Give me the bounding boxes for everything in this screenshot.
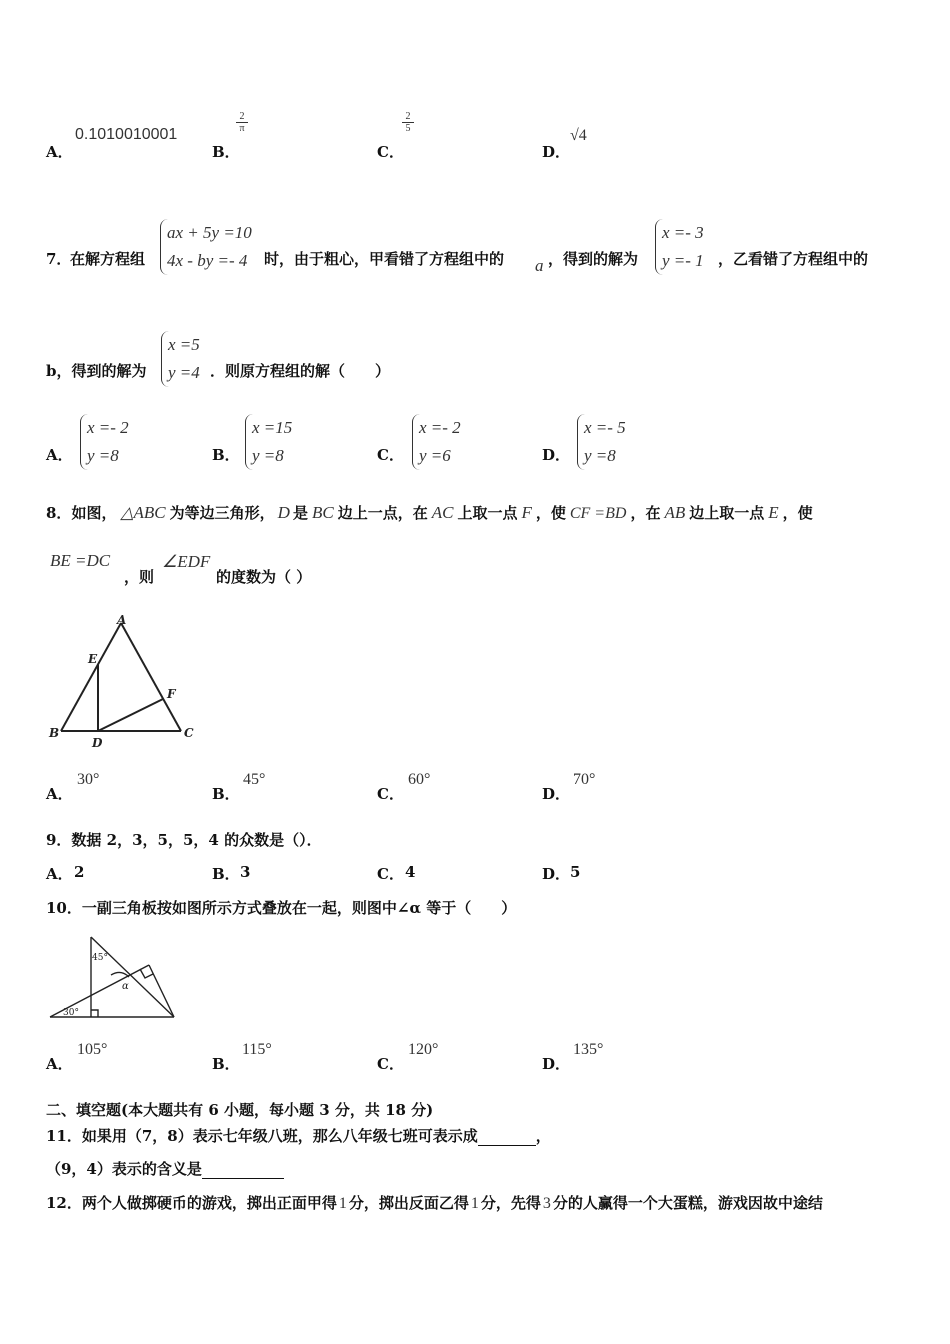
q12-t4: 分的人赢得一个大蛋糕，游戏因故中途结	[552, 1194, 823, 1212]
q12-t3: 分，先得	[480, 1194, 541, 1212]
q8-t5: 上取一点	[457, 504, 518, 522]
q8-triangle-figure	[40, 610, 210, 755]
q11-line-2	[46, 1158, 284, 1179]
q8-label-e: E	[88, 652, 98, 666]
q7-text-4: ，乙看错了方程组中的	[718, 250, 869, 268]
q10-set-squares-figure	[46, 933, 180, 1023]
q7-option-c-label: C．	[377, 446, 404, 464]
q9-option-c-label: C．	[377, 865, 404, 883]
q10-label-alpha: α	[122, 981, 129, 992]
q12-n1: 1	[338, 1195, 347, 1212]
q7-option-c-system	[412, 414, 461, 470]
q9-text: 9．数据 2，3，5，5，4 的众数是（）．	[46, 831, 322, 849]
q12-n2: 1	[470, 1195, 479, 1212]
q7-option-a-x: x =- 2	[87, 418, 129, 437]
q9-option-d-label: D．	[542, 865, 571, 883]
q6-option-c-fraction	[402, 111, 414, 134]
q8-label-b: B	[49, 726, 60, 740]
q7-option-c-y: y =6	[419, 446, 451, 465]
q9-option-a-label: A．	[46, 865, 73, 883]
q10-option-b-label: B．	[212, 1055, 240, 1073]
q7-option-a-system	[80, 414, 129, 470]
q11-line-1-text: 11．如果用（7，8）表示七年级八班，那么八年级七班可表示成	[46, 1127, 478, 1145]
q7-option-d-label: D．	[542, 446, 571, 464]
q8-t10: ，则	[124, 568, 155, 586]
q7-text-6: ．则原方程组的解（ ）	[210, 362, 391, 380]
q7-solution-2-x: x =5	[168, 335, 200, 354]
q10-option-a-label: A．	[46, 1055, 73, 1073]
q8-m1: △ABC	[120, 503, 166, 522]
q8-option-a-value: 30°	[77, 771, 100, 788]
q11-blank-2[interactable]	[202, 1162, 284, 1179]
q7-option-d-y: y =8	[584, 446, 616, 465]
q7-solution-1	[655, 219, 704, 275]
q7-text-5: b，得到的解为	[46, 362, 147, 380]
q7-option-b-system	[245, 414, 292, 470]
q6-option-a-value: 0.1010010001	[75, 126, 178, 143]
q8-segment-df	[98, 699, 163, 731]
q7-option-b-y: y =8	[252, 446, 284, 465]
q8-label-a: A	[117, 613, 127, 627]
question-12	[46, 1192, 823, 1213]
q8-t1: 如图，	[71, 504, 117, 522]
q8-option-a-label: A．	[46, 785, 73, 803]
q7-option-c-x: x =- 2	[419, 418, 461, 437]
q8-t9: ，使	[782, 504, 813, 522]
q6-option-b-denominator: π	[236, 122, 248, 134]
q6-option-b-numerator: 2	[239, 111, 245, 122]
q9-option-d-value: 5	[570, 863, 581, 881]
q7-solution-1-y: y =- 1	[662, 251, 704, 270]
q12-t2: 分，掷出反面乙得	[348, 1194, 469, 1212]
q8-m2: D	[277, 503, 290, 522]
q8-option-c-label: C．	[377, 785, 404, 803]
q7-option-a-y: y =8	[87, 446, 119, 465]
q6-option-b-label: B．	[212, 143, 240, 161]
q8-option-b-label: B．	[212, 785, 240, 803]
q6-option-c-denominator: 5	[402, 122, 414, 134]
q8-option-c-value: 60°	[408, 771, 431, 788]
q11-line-2-text: （9，4）表示的含义是	[46, 1160, 202, 1178]
q7-option-b-label: B．	[212, 446, 240, 464]
q9-option-c-value: 4	[405, 863, 416, 881]
q8-m9: BE =DC	[50, 551, 111, 570]
q6-option-c-numerator: 2	[405, 111, 411, 122]
q10-label-30: 30°	[63, 1008, 79, 1018]
q11-line-1-end: ，	[535, 1127, 551, 1145]
q8-t3: 是	[292, 504, 308, 522]
q10-option-c-value: 120°	[408, 1041, 439, 1058]
q7-option-b-x: x =15	[252, 418, 293, 437]
q8-label-f: F	[167, 687, 176, 701]
q8-m10: ∠EDF	[162, 552, 211, 571]
q10-label-45: 45°	[92, 953, 108, 963]
q7-text-1: 在解方程组	[70, 250, 146, 268]
q8-m5: F	[521, 503, 532, 522]
q7-equation-system	[160, 219, 252, 275]
q8-m3: BC	[311, 503, 334, 522]
q7-var-a: a	[535, 256, 544, 275]
q7-option-d-system	[577, 414, 626, 470]
q8-option-d-value: 70°	[573, 771, 596, 788]
q6-option-b-fraction	[236, 111, 248, 134]
q9-option-b-value: 3	[240, 863, 251, 881]
q6-option-d-label: D．	[542, 143, 571, 161]
q8-t8: 边上取一点	[689, 504, 765, 522]
q10-option-c-label: C．	[377, 1055, 404, 1073]
q8-label-c: C	[184, 726, 194, 740]
q12-n3: 3	[542, 1195, 551, 1212]
q10-option-d-label: D．	[542, 1055, 571, 1073]
q9-option-a-value: 2	[74, 863, 85, 881]
q10-option-b-value: 115°	[242, 1041, 272, 1058]
q8-m4: AC	[431, 503, 454, 522]
q9-option-b-label: B．	[212, 865, 240, 883]
q7-solution-1-x: x =- 3	[662, 223, 704, 242]
q8-option-b-value: 45°	[243, 771, 266, 788]
q7-equation-1: ax + 5y =10	[167, 223, 252, 242]
q8-t2: 为等边三角形，	[169, 504, 275, 522]
q8-option-d-label: D．	[542, 785, 571, 803]
q8-t6: ，使	[535, 504, 566, 522]
q10-option-d-value: 135°	[573, 1041, 604, 1058]
q7-option-d-x: x =- 5	[584, 418, 626, 437]
q10-text: 10．一副三角板按如图所示方式叠放在一起，则图中∠α 等于（ ）	[46, 899, 517, 917]
q7-option-a-label: A．	[46, 446, 73, 464]
q8-label-d: D	[92, 736, 103, 750]
q6-option-d-value: √4	[570, 127, 587, 144]
q6-option-c-label: C．	[377, 143, 404, 161]
q7-solution-2-y: y =4	[168, 363, 200, 382]
q11-blank-1[interactable]	[478, 1129, 536, 1146]
q6-option-a-label: A．	[46, 143, 73, 161]
q10-option-a-value: 105°	[77, 1041, 108, 1058]
q8-m8: E	[768, 503, 779, 522]
q7-text-2: 时，由于粗心，甲看错了方程组中的	[264, 250, 505, 268]
q8-t4: 边上一点，在	[337, 504, 428, 522]
q7-text-3: ，得到的解为	[548, 250, 639, 268]
q8-side-ab	[61, 623, 121, 731]
q7-equation-2: 4x - by =- 4	[167, 251, 248, 270]
q8-m7: AB	[664, 503, 686, 522]
q8-t7: ，在	[630, 504, 661, 522]
q11-line-1	[46, 1125, 551, 1146]
q8-number: 8．	[46, 504, 72, 522]
section-2-heading: 二、填空题(本大题共有 6 小题，每小题 3 分，共 18 分)	[46, 1101, 434, 1119]
q8-t11: 的度数为（ ）	[216, 568, 312, 586]
q8-line-1	[46, 502, 813, 523]
q12-t1: 12．两个人做掷硬币的游戏，掷出正面甲得	[46, 1194, 337, 1212]
q7-solution-2	[161, 331, 200, 387]
q8-m6: CF =BD	[569, 505, 627, 522]
q7-number: 7．	[46, 250, 72, 268]
